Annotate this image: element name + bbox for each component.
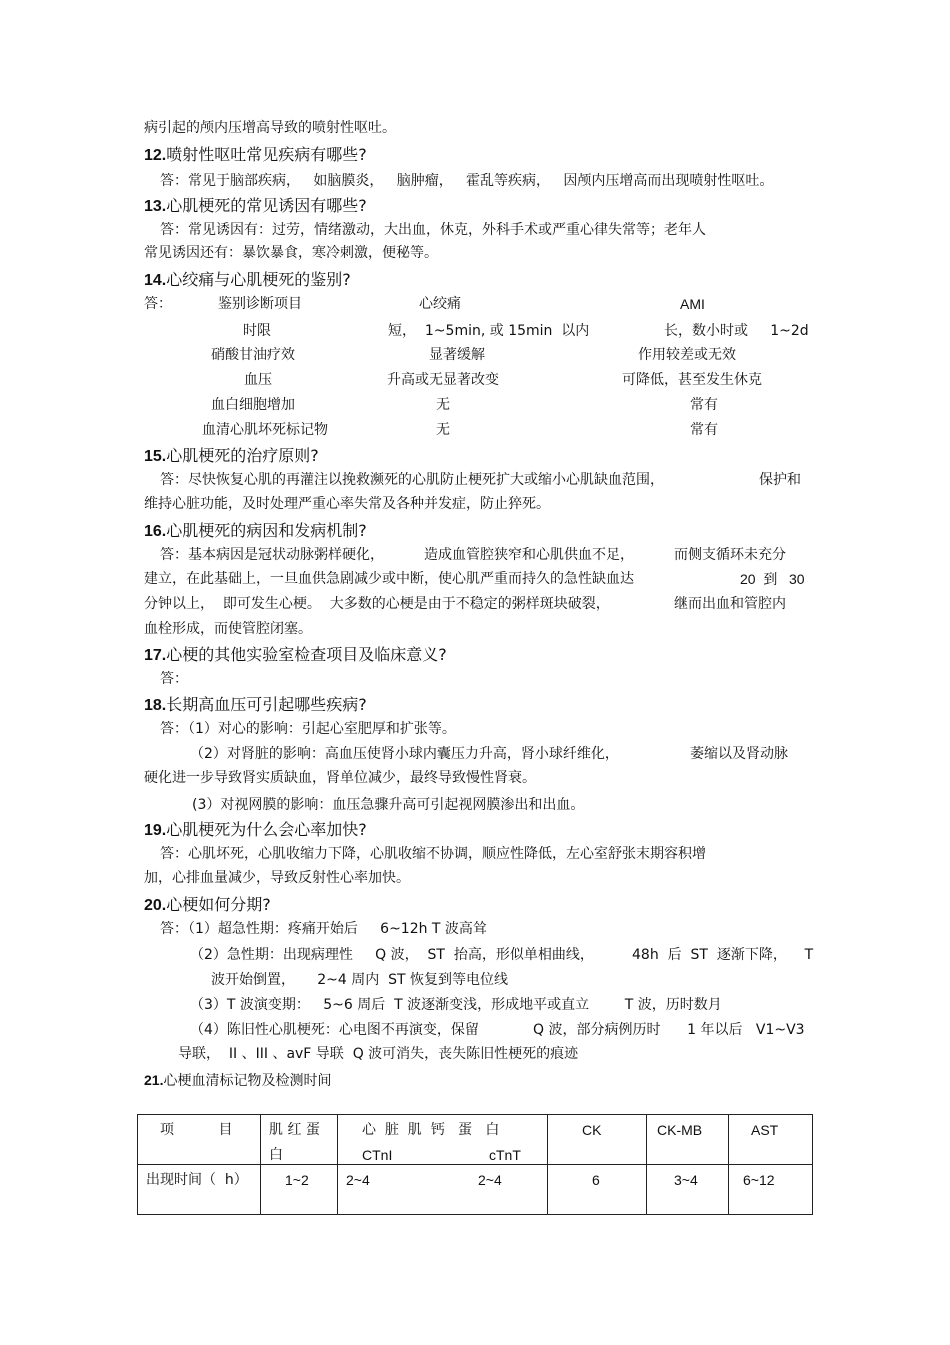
question-19-heading: 19.心肌梗死为什么会心率加快? <box>144 820 367 839</box>
answer-16-line-3b: 继而出血和管腔内 <box>674 596 786 612</box>
answer-16-line-1b: 造成血管腔狭窄和心肌供血不足， <box>424 547 634 563</box>
answer-15-line-1: 答：尽快恢复心肌的再灌注以挽救濒死的心肌防止梗死扩大或缩小心肌缺血范围， <box>160 472 664 488</box>
answer-20-line-2b: 48h 后 ST 逐渐下降， T <box>632 947 814 963</box>
text-line: 病引起的颅内压增高导致的喷射性呕吐。 <box>144 120 396 136</box>
answer-18-line-2b: 萎缩以及肾动脉 <box>690 746 788 762</box>
table-header-cell <box>261 1115 338 1165</box>
question-17-heading: 17.心梗的其他实验室检查项目及临床意义? <box>144 645 447 664</box>
table-header-cell <box>338 1115 548 1165</box>
header-ast: AST <box>751 1122 779 1138</box>
row-label: 出现时间（ h） <box>146 1172 248 1188</box>
answer-16-line-3a: 分钟以上， 即可发生心梗。 大多数的心梗是由于不稳定的粥样斑块破裂， <box>144 596 610 612</box>
answer-20-line-5b: Q 波，部分病例历时 1 年以后 V1~V3 <box>533 1022 805 1038</box>
question-21-heading: 21.心梗血清标记物及检测时间 <box>144 1072 332 1089</box>
header-myoglobin-1: 肌 红 蛋 <box>269 1122 320 1138</box>
header-ckmb: CK-MB <box>657 1122 703 1138</box>
question-13-heading: 13.心肌梗死的常见诱因有哪些? <box>144 196 367 215</box>
compare-row-angina: 短， 1~5min, 或 15min 以内 <box>388 323 590 339</box>
compare-row-label: 硝酸甘油疗效 <box>211 347 295 363</box>
compare-row-ami: 常有 <box>690 397 718 413</box>
answer-20-line-4: （3）T 波演变期： 5~6 周后 T 波逐渐变浅，形成地平或直立 T 波，历时数月 <box>190 997 722 1013</box>
header-ck: CK <box>582 1122 602 1138</box>
answer-20-line-6: 导联， II 、III 、avF 导联 Q 波可消失，丧失陈旧性梗死的痕迹 <box>178 1046 579 1062</box>
compare-row-label: 时限 <box>243 323 271 339</box>
answer-16-line-4: 血栓形成，而使管腔闭塞。 <box>144 621 312 637</box>
compare-row-angina: 无 <box>436 422 450 438</box>
value-ctni: 2~4 <box>346 1172 370 1188</box>
table-header-cell <box>138 1115 261 1165</box>
header-item: 项 目 <box>160 1122 233 1138</box>
compare-row-ami: 可降低，甚至发生休克 <box>622 372 762 388</box>
compare-row-angina: 无 <box>436 397 450 413</box>
compare-row-ami: 常有 <box>690 422 718 438</box>
answer-14-label: 答： <box>144 296 172 312</box>
answer-13-line-2: 常见诱因还有：暴饮暴食，寒冷刺激，便秘等。 <box>144 245 438 261</box>
value-ctnt: 2~4 <box>478 1172 502 1188</box>
answer-20-line-1: 答：（1）超急性期：疼痛开始后 6~12h T 波高耸 <box>160 921 487 937</box>
answer-19-line-2: 加，心排血量减少，导致反射性心率加快。 <box>144 870 410 886</box>
answer-16-line-2a: 建立，在此基础上，一旦血供急剧减少或中断，使心肌严重而持久的急性缺血达 <box>144 571 634 587</box>
answer-20-line-5a: （4）陈旧性心肌梗死：心电图不再演变，保留 <box>190 1022 479 1038</box>
question-15-heading: 15.心肌梗死的治疗原则? <box>144 446 319 465</box>
table-cell <box>261 1165 338 1215</box>
compare-row-label: 血白细胞增加 <box>211 397 295 413</box>
table-row <box>138 1165 813 1215</box>
answer-16-line-2b: 20 到 30 <box>740 571 805 587</box>
compare-header-item: 鉴别诊断项目 <box>218 296 302 312</box>
header-troponin: 心 脏 肌 钙 蛋 白 <box>362 1122 500 1138</box>
table-cell <box>338 1165 548 1215</box>
answer-17: 答： <box>160 671 188 687</box>
table-cell <box>729 1165 813 1215</box>
compare-row-angina: 升高或无显著改变 <box>387 372 499 388</box>
compare-row-angina: 显著缓解 <box>429 347 485 363</box>
table-header-cell <box>729 1115 813 1165</box>
table-header-cell <box>647 1115 729 1165</box>
table-cell <box>548 1165 647 1215</box>
answer-18-line-1: 答：（1）对心的影响：引起心室肥厚和扩张等。 <box>160 721 456 737</box>
answer-15-line-1-end: 保护和 <box>759 472 801 488</box>
markers-table <box>137 1114 813 1215</box>
answer-20-line-2a: （2）急性期：出现病理性 Q 波， ST 抬高，形似单相曲线， <box>190 947 594 963</box>
answer-15-line-2: 维持心脏功能，及时处理严重心率失常及各种并发症，防止猝死。 <box>144 496 550 512</box>
answer-12: 答：常见于脑部疾病， 如脑膜炎， 脑肿瘤， 霍乱等疾病， 因颅内压增高而出现喷射性呕吐。 <box>160 173 774 189</box>
compare-row-ami: 长，数小时或 1~2d <box>664 323 809 339</box>
question-14-heading: 14.心绞痛与心肌梗死的鉴别? <box>144 270 351 289</box>
header-myoglobin-2: 白 <box>269 1147 283 1163</box>
question-20-heading: 20.心梗如何分期? <box>144 895 271 914</box>
compare-header-ami: AMI <box>680 296 705 312</box>
answer-16-line-1c: 而侧支循环未充分 <box>674 547 786 563</box>
value-ck: 6 <box>592 1172 600 1188</box>
header-ctnt: cTnT <box>489 1147 521 1163</box>
answer-18-line-3: 硬化进一步导致肾实质缺血，肾单位减少，最终导致慢性肾衰。 <box>144 770 536 786</box>
compare-header-angina: 心绞痛 <box>419 296 461 312</box>
answer-16-line-1a: 答：基本病因是冠状动脉粥样硬化， <box>160 547 384 563</box>
header-ctni: CTnI <box>362 1147 393 1163</box>
question-18-heading: 18.长期高血压可引起哪些疾病? <box>144 695 367 714</box>
compare-row-label: 血清心肌坏死标记物 <box>202 422 328 438</box>
question-16-heading: 16.心肌梗死的病因和发病机制? <box>144 521 367 540</box>
value-ckmb: 3~4 <box>674 1172 698 1188</box>
compare-row-label: 血压 <box>244 372 272 388</box>
answer-18-line-4: (3）对视网膜的影响：血压急骤升高可引起视网膜渗出和出血。 <box>192 797 585 813</box>
answer-18-line-2a: （2）对肾脏的影响：高血压使肾小球内囊压力升高，肾小球纤维化， <box>190 746 619 762</box>
table-header-cell <box>548 1115 647 1165</box>
answer-19-line-1: 答：心肌坏死，心肌收缩力下降，心肌收缩不协调，顺应性降低，左心室舒张末期容积增 <box>160 846 706 862</box>
compare-row-ami: 作用较差或无效 <box>638 347 736 363</box>
table-cell <box>138 1165 261 1215</box>
value-myoglobin: 1~2 <box>285 1172 309 1188</box>
value-ast: 6~12 <box>743 1172 775 1188</box>
answer-20-line-3: 波开始倒置， 2~4 周内 ST 恢复到等电位线 <box>211 972 509 988</box>
question-12-heading: 12.喷射性呕吐常见疾病有哪些? <box>144 145 367 164</box>
table-cell <box>647 1165 729 1215</box>
answer-13-line-1: 答：常见诱因有：过劳，情绪激动，大出血，休克，外科手术或严重心律失常等；老年人 <box>160 222 706 238</box>
